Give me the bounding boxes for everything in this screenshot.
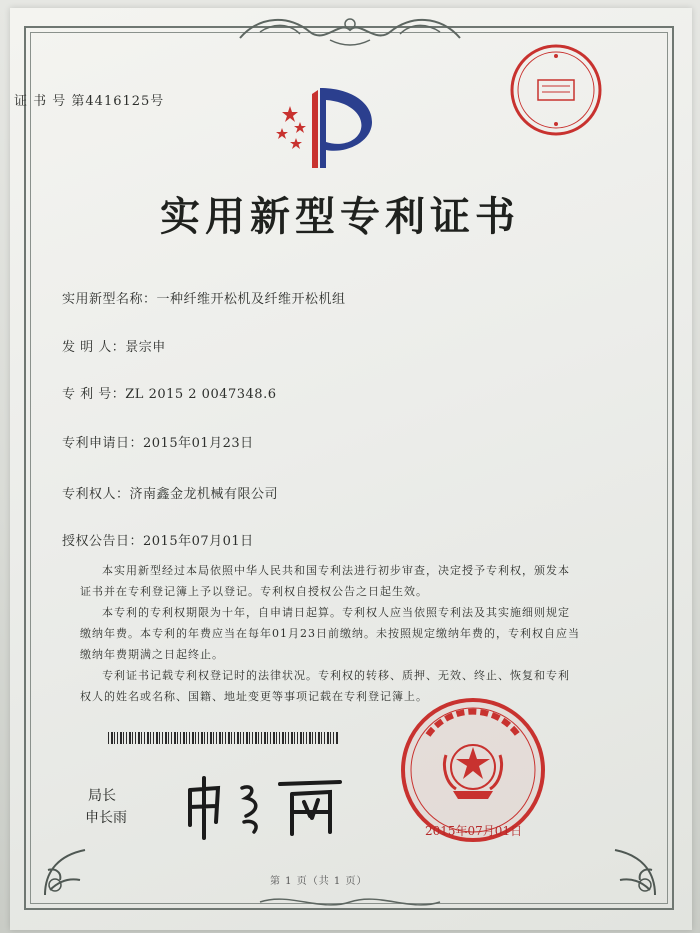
field-label: 专利权人：	[62, 487, 130, 502]
barcode	[108, 732, 338, 744]
field-patent-number	[62, 383, 276, 402]
field-label: 专 利 号：	[62, 387, 126, 402]
top-ornament	[230, 10, 470, 50]
field-label: 发 明 人：	[62, 340, 126, 355]
body-paragraph: 本专利的专利权期限为十年，自申请日起算。专利权人应当依照专利法及其实施细则规定缴纳年费。本专利的年费应当在每年01月23日前缴纳。未按照规定缴纳年费的，专利权自应当缴纳年费期满之日起终止。	[80, 606, 580, 661]
field-value: 一种纤维开松机及纤维开松机组	[156, 292, 346, 307]
field-value: ZL 2015 2 0047348.6	[125, 387, 277, 402]
field-value: 景宗申	[125, 340, 166, 355]
field-utility-model-name	[62, 288, 346, 307]
field-label: 专利申请日：	[62, 436, 144, 451]
certificate-body	[80, 560, 580, 707]
field-value: 2015年01月23日	[143, 436, 254, 451]
field-label: 授权公告日：	[62, 534, 144, 549]
handwritten-signature	[180, 760, 350, 840]
page-footer: 第 1 页（共 1 页）	[270, 876, 368, 887]
patent-office-logo	[268, 80, 378, 170]
field-value: 2015年07月01日	[143, 534, 254, 549]
verification-seal	[508, 42, 604, 138]
field-grant-date	[62, 530, 254, 549]
bottom-ornament	[250, 892, 450, 912]
bottom-left-ornament	[40, 840, 100, 900]
body-paragraph: 专利证书记载专利权登记时的法律状况。专利权的转移、质押、无效、终止、恢复和专利权人的姓名或名称、国籍、地址变更等事项记载在专利登记簿上。	[80, 669, 570, 703]
bottom-right-ornament	[600, 840, 660, 900]
director-title: 局长	[88, 788, 116, 804]
document-title: 实用新型专利证书	[160, 194, 520, 240]
field-inventor	[62, 336, 166, 355]
director-name: 申长雨	[85, 810, 127, 826]
field-label: 实用新型名称：	[62, 292, 157, 307]
field-patentee	[62, 483, 278, 502]
field-value: 济南鑫金龙机械有限公司	[129, 487, 279, 502]
body-paragraph: 本实用新型经过本局依照中华人民共和国专利法进行初步审查，决定授予专利权，颁发本证书并在专利登记簿上予以登记。专利权自授权公告之日起生效。	[80, 564, 570, 598]
seal-date: 2015年07月01日	[425, 824, 523, 838]
certificate-number: 证 书 号 第4416125号	[14, 94, 165, 109]
field-filing-date	[62, 432, 254, 451]
